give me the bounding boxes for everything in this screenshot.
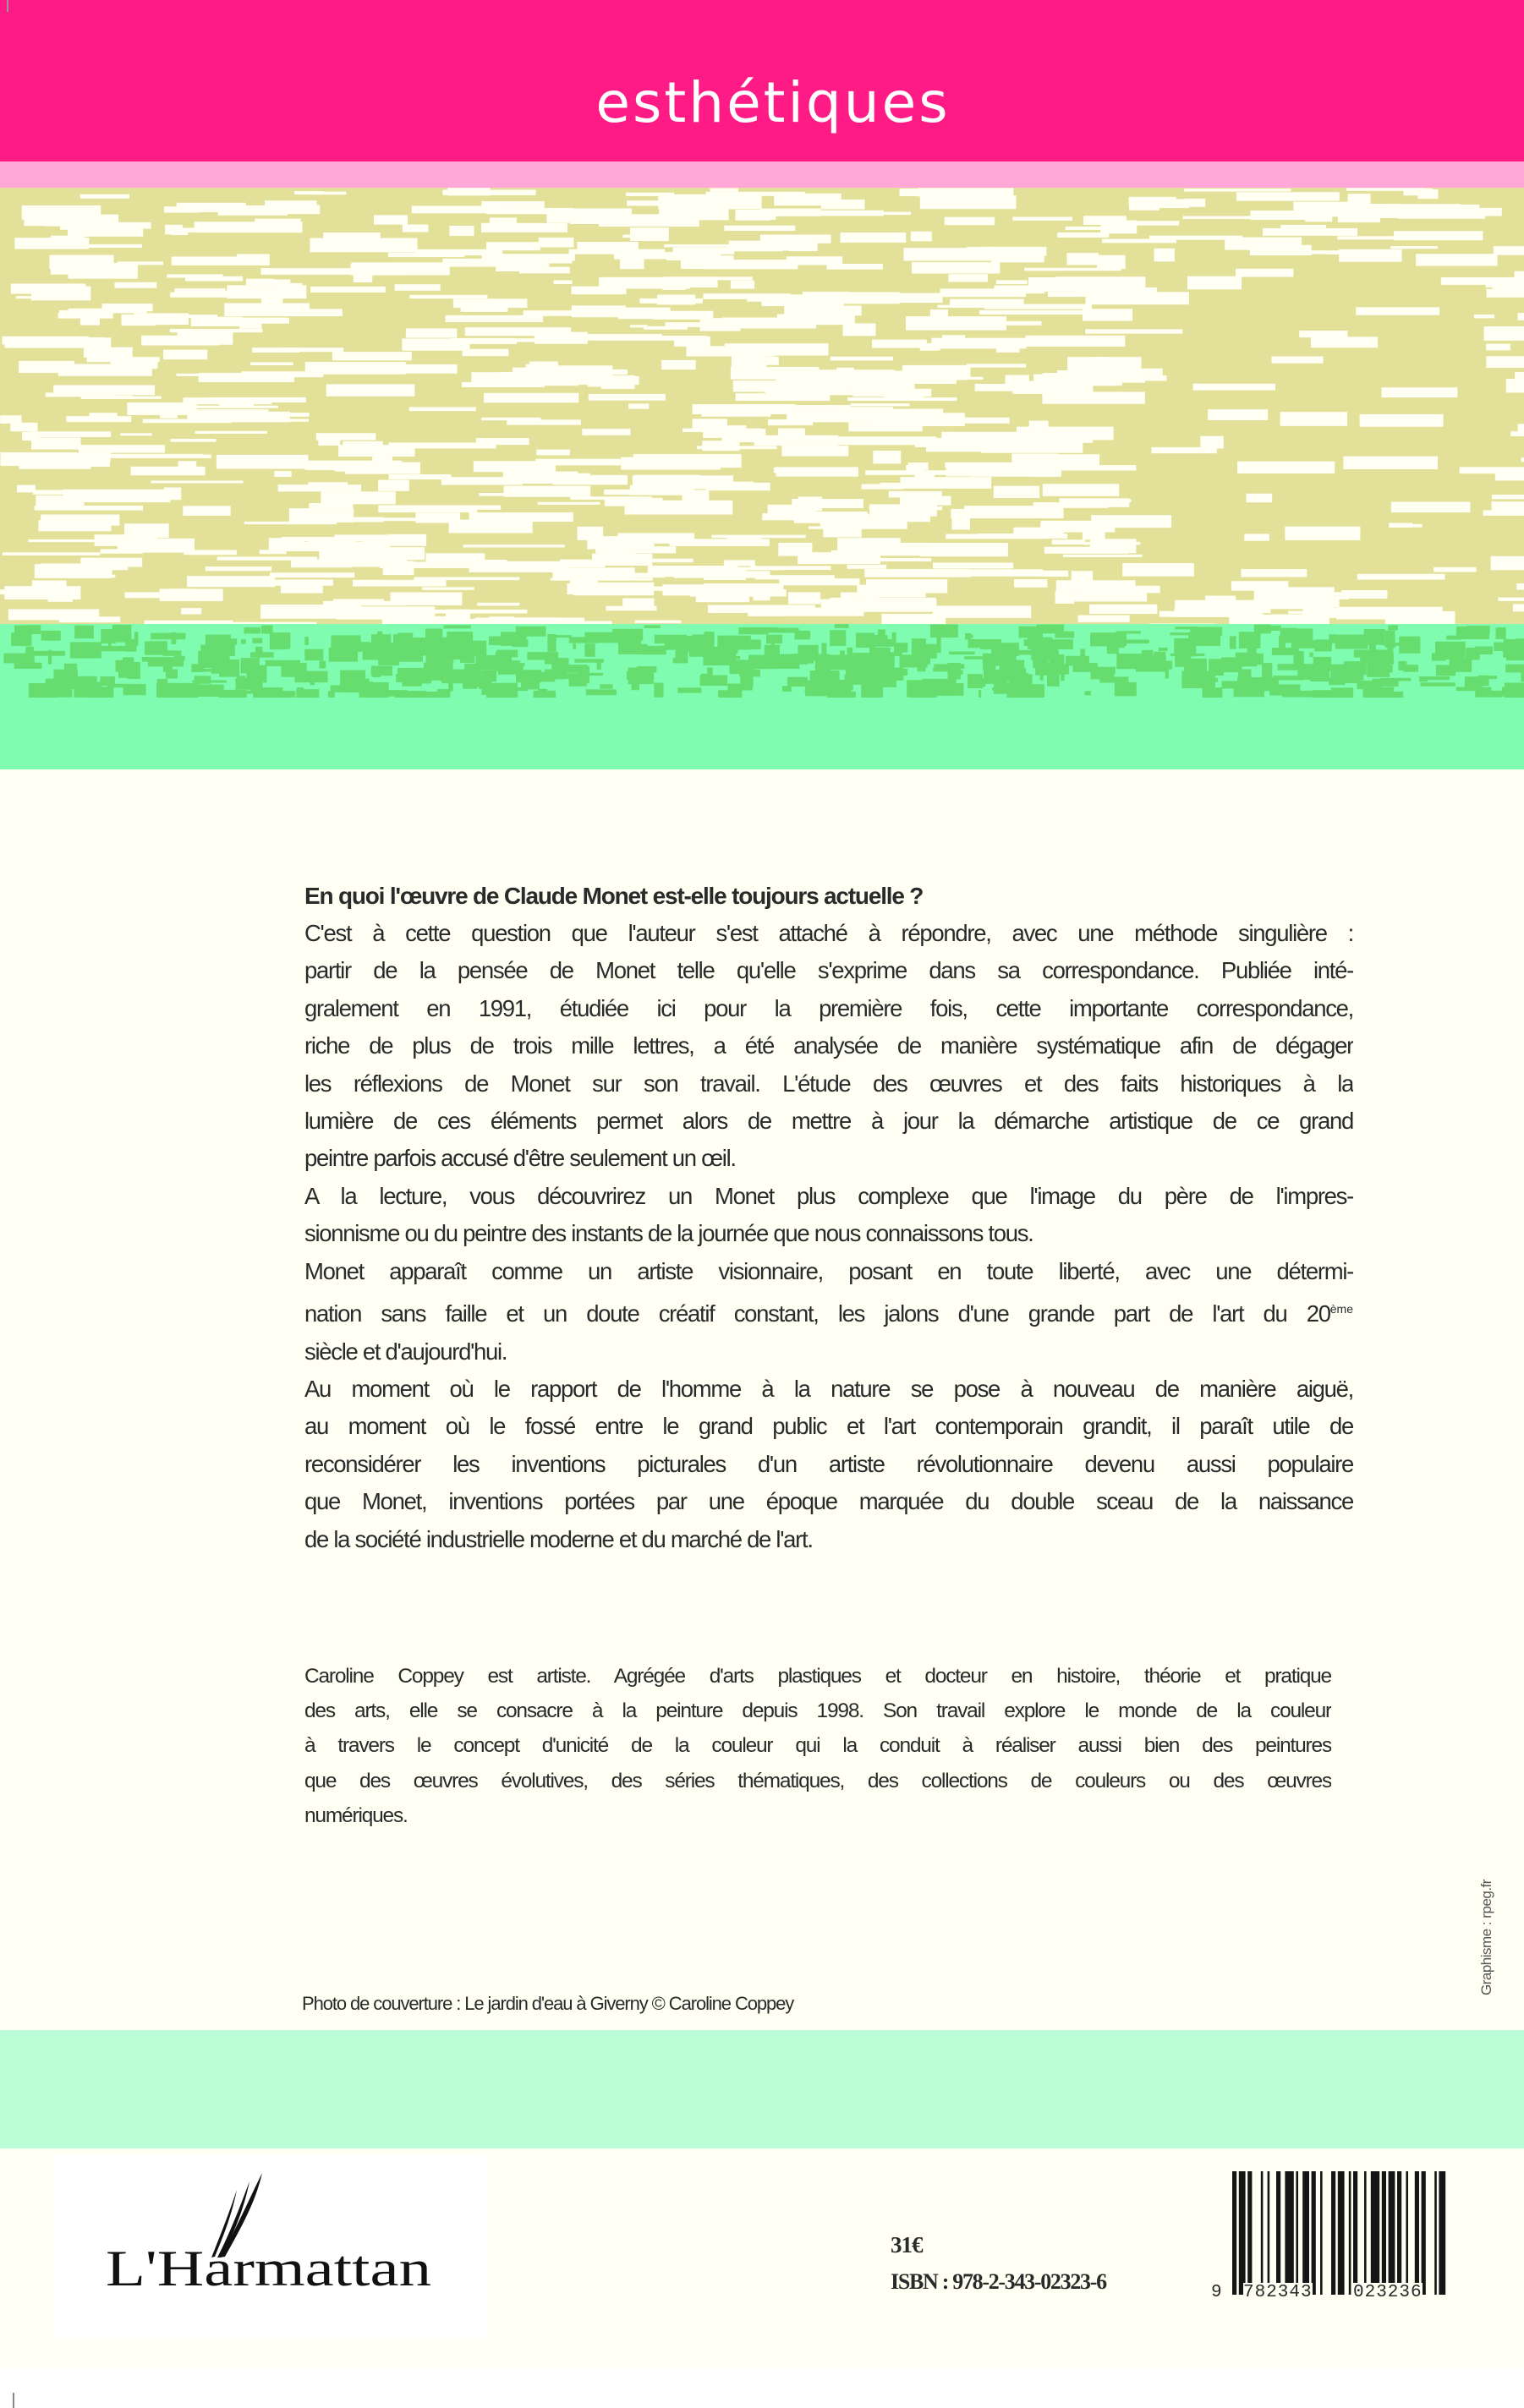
mint-band bbox=[0, 2030, 1524, 2148]
text-line-content: que Monet, inventions portées par une époque marquée du double sceau de la naissance bbox=[304, 1488, 1353, 1515]
text-line-content: lumière de ces éléments permet alors de mettre à jour la démarche artistique de ce grand bbox=[304, 1108, 1353, 1135]
text-line-content: Au moment où le rapport de l'homme à la nature se pose à nouveau de manière aiguë, bbox=[304, 1376, 1353, 1403]
text-line bbox=[304, 1521, 1353, 1558]
barcode-bar bbox=[1415, 2171, 1419, 2295]
text-line bbox=[304, 1728, 1331, 1763]
barcode-left-digits: 782343 bbox=[1243, 2283, 1313, 2302]
price: 31€ bbox=[891, 2232, 923, 2258]
crop-mark bbox=[13, 2393, 14, 2408]
text-line bbox=[304, 1446, 1353, 1483]
isbn: ISBN : 978-2-343-02323-6 bbox=[891, 2269, 1106, 2294]
text-line-content: A la lecture, vous découvrirez un Monet plus complexe que l'image du père de l'impres- bbox=[304, 1182, 1353, 1209]
pink-strip bbox=[0, 161, 1524, 188]
barcode-bar bbox=[1382, 2171, 1386, 2295]
text-line bbox=[304, 1333, 1353, 1371]
text-line-content: Monet apparaît comme un artiste visionnaire, posant en toute liberté, avec une détermi- bbox=[304, 1257, 1353, 1284]
barcode-bar bbox=[1422, 2171, 1426, 2295]
barcode-bar bbox=[1247, 2171, 1252, 2295]
text-line bbox=[304, 1027, 1353, 1064]
text-line bbox=[304, 1140, 1353, 1177]
text-line-content: de la société industrielle moderne et du marché de l'art. bbox=[304, 1525, 813, 1552]
text-line bbox=[304, 1178, 1353, 1215]
text-line-content: des arts, elle se consacre à la peinture depuis 1998. Son travail explore le monde de la couleur bbox=[304, 1699, 1331, 1723]
text-line-content: les réflexions de Monet sur son travail. L'étude des œuvres et des faits historiques à la bbox=[304, 1070, 1353, 1097]
isbn-barcode bbox=[1232, 2171, 1469, 2295]
back-cover-blurb bbox=[304, 878, 1353, 1558]
barcode-bar bbox=[1331, 2171, 1335, 2295]
barcode-bar bbox=[1439, 2171, 1445, 2295]
paragraph bbox=[304, 1659, 1331, 1833]
barcode-right-digits: 023236 bbox=[1353, 2283, 1423, 2302]
barcode-bar bbox=[1268, 2171, 1270, 2295]
photo-mint-band bbox=[0, 698, 1524, 769]
barcode-bar bbox=[1312, 2171, 1316, 2295]
publisher-logo bbox=[93, 2169, 448, 2296]
text-line bbox=[304, 990, 1353, 1027]
barcode-bar bbox=[1349, 2171, 1351, 2295]
text-line bbox=[304, 1764, 1331, 1798]
publisher-logo-text: L'Harmattan bbox=[106, 2241, 431, 2296]
text-line bbox=[304, 1483, 1353, 1520]
barcode-bar bbox=[1302, 2171, 1309, 2295]
paragraph bbox=[304, 1178, 1353, 1253]
text-line-content: que des œuvres évolutives, des séries thématiques, des collections de couleurs ou des œuvres bbox=[304, 1769, 1331, 1792]
text-line bbox=[304, 1694, 1331, 1728]
text-line-content: gralement en 1991, étudiée ici pour la première fois, cette importante correspondance, bbox=[304, 994, 1353, 1021]
text-line bbox=[304, 952, 1353, 989]
text-line bbox=[304, 1798, 1331, 1833]
barcode-bar bbox=[1338, 2171, 1345, 2295]
barcode-bar bbox=[1371, 2171, 1379, 2295]
text-line bbox=[304, 1371, 1353, 1408]
text-line bbox=[304, 1408, 1353, 1445]
text-line-content: partir de la pensée de Monet telle qu'elle s'exprime dans sa correspondance. Publiée inté- bbox=[304, 957, 1353, 984]
paragraph bbox=[304, 1371, 1353, 1558]
bottom-margin bbox=[0, 2368, 1524, 2408]
text-line-content: nation sans faille et un doute créatif constant, les jalons d'une grande part de l'art du 20 bbox=[304, 1300, 1330, 1327]
barcode-bar bbox=[1285, 2171, 1293, 2295]
blurb-heading: En quoi l'œuvre de Claude Monet est-elle toujours actuelle ? bbox=[304, 883, 924, 909]
text-line bbox=[304, 1253, 1353, 1290]
paragraph bbox=[304, 915, 1353, 1178]
text-line-content: à travers le concept d'unicité de la couleur qui la conduit à réaliser aussi bien des peintures bbox=[304, 1734, 1331, 1758]
text-line-content: reconsidérer les inventions picturales d'un artiste révolutionnaire devenu aussi populaire bbox=[304, 1450, 1353, 1477]
paragraph bbox=[304, 1253, 1353, 1371]
design-credit: Graphisme : rpeg.fr bbox=[1478, 1880, 1494, 1995]
text-line-content: sionnisme ou du peintre des instants de la journée que nous connaissons tous. bbox=[304, 1220, 1033, 1247]
text-line-content: au moment où le fossé entre le grand public et l'art contemporain grandit, il paraît utile de bbox=[304, 1413, 1353, 1440]
barcode-bar bbox=[1434, 2171, 1437, 2295]
barcode-bar bbox=[1276, 2171, 1280, 2295]
text-line-content: siècle et d'aujourd'hui. bbox=[304, 1338, 507, 1365]
barcode-bar bbox=[1389, 2171, 1395, 2295]
text-line bbox=[304, 1065, 1353, 1103]
barcode-bar bbox=[1397, 2171, 1401, 2295]
text-line bbox=[304, 915, 1353, 952]
text-line-content: riche de plus de trois mille lettres, a été analysée de manière systématique afin de dégager bbox=[304, 1032, 1353, 1059]
barcode-bar bbox=[1353, 2171, 1357, 2295]
text-line bbox=[304, 1103, 1353, 1140]
barcode-bar bbox=[1261, 2171, 1264, 2295]
barcode-bar bbox=[1239, 2171, 1246, 2295]
barcode-bar bbox=[1406, 2171, 1408, 2295]
crop-mark bbox=[7, 0, 8, 12]
author-bio bbox=[304, 1659, 1331, 1833]
text-line-content: C'est à cette question que l'auteur s'est attaché à répondre, avec une méthode singulière : bbox=[304, 920, 1353, 946]
text-line-content: Caroline Coppey est artiste. Agrégée d'arts plastiques et docteur en histoire, théorie et pratique bbox=[304, 1665, 1331, 1688]
superscript: ème bbox=[1329, 1302, 1353, 1316]
text-line bbox=[304, 1290, 1353, 1333]
series-title: esthétiques bbox=[595, 70, 951, 135]
barcode-bar bbox=[1364, 2171, 1367, 2295]
barcode-bar bbox=[1296, 2171, 1298, 2295]
barcode-bar bbox=[1320, 2171, 1323, 2295]
text-line bbox=[304, 1659, 1331, 1694]
text-line-content: peintre parfois accusé d'être seulement un œil. bbox=[304, 1145, 736, 1172]
barcode-bar bbox=[1232, 2171, 1236, 2295]
blurb-body bbox=[304, 915, 1353, 1558]
cover-photo bbox=[0, 188, 1524, 769]
text-line bbox=[304, 1215, 1353, 1252]
photo-credit: Photo de couverture : Le jardin d'eau à Giverny © Caroline Coppey bbox=[302, 1993, 794, 2014]
barcode-lead-digit: 9 bbox=[1211, 2283, 1223, 2302]
text-line-content: numériques. bbox=[304, 1803, 408, 1827]
